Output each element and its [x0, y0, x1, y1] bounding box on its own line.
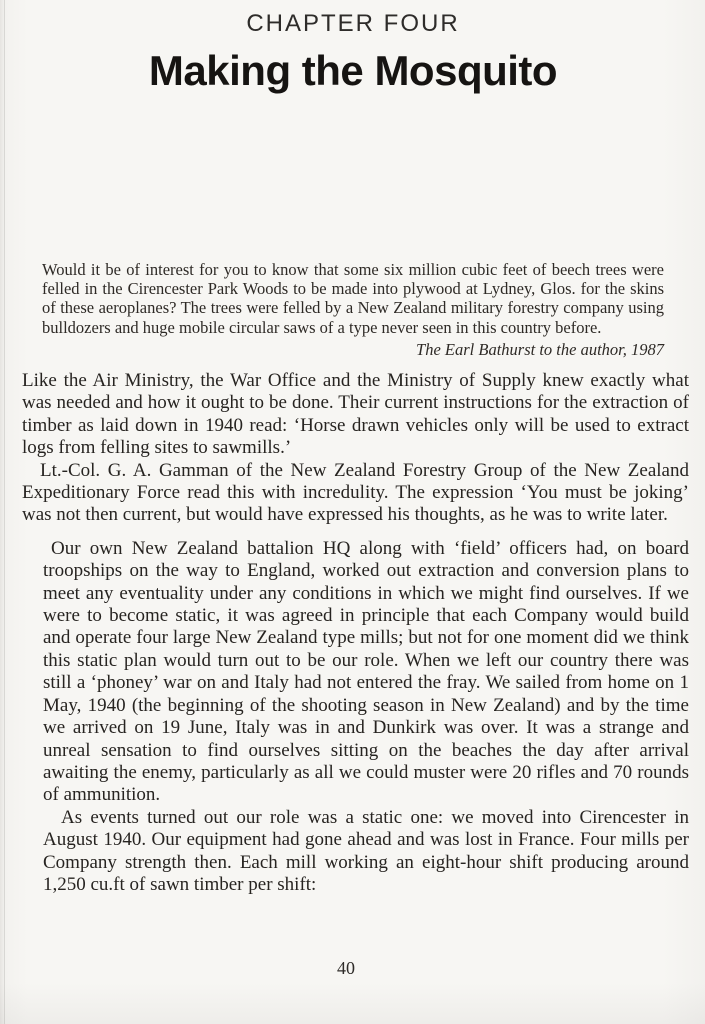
- chapter-title: Making the Mosquito: [148, 47, 558, 94]
- scan-edge-artifact: [4, 0, 5, 1024]
- paragraph-4: As events turned out our role was a static one: we moved into Cirencester in August 1940. Our equipment had gone ahead and was lost in France. Four mills per Company strength then. Each mill working an eight-hour shift producing around 1,250 cu.ft of sawn timber per shift:: [43, 806, 689, 895]
- paragraph-3: Our own New Zealand battalion HQ along with ‘field’ officers had, on board troopships on the way to England, worked out extraction and conversion plans to meet any eventuality under any conditions in which we might find ourselves. If we were to become static, it was agreed in principle that each Company would build and operate four large New Zealand type mills; but not for one moment did we think this static plan would turn out to be our role. When we left our country there was still a ‘phoney’ war on and Italy had not entered the fray. We sailed from home on 1 May, 1940 (the beginning of the shooting season in New Zealand) and by the time we arrived on 19 June, Italy was in and Dunkirk was over. It was a strange and unreal sensation to find ourselves sitting on the beaches the day after arrival awaiting the enemy, particularly as all we could muster were 20 rifles and 70 rounds of ammunition.: [43, 537, 689, 806]
- body-text: [22, 370, 689, 896]
- epigraph-text: Would it be of interest for you to know that some six million cubic feet of beech trees were felled in the Cirencester Park Woods to be made into plywood at Lydney, Glos. for the skins of these aeroplanes? The trees were felled by a New Zealand military forestry company using bulldozers and huge mobile circular saws of a type never seen in this country before.: [42, 260, 664, 337]
- paragraph-1: Like the Air Ministry, the War Office and the Ministry of Supply knew exactly what was needed and how it ought to be done. Their current instructions for the extraction of timber as laid down in 1940 read: ‘Horse drawn vehicles only will be used to extract logs from felling sites to sawmills.’: [22, 370, 689, 459]
- indented-memoir-block: [43, 538, 689, 897]
- epigraph-block: [42, 260, 664, 359]
- page-number: 40: [337, 958, 355, 978]
- paragraph-2: Lt.-Col. G. A. Gamman of the New Zealand Forestry Group of the New Zealand Expeditionary Force read this with incredulity. The expression ‘You must be joking’ was not then current, but would have expressed his thoughts, as he was to write later.: [22, 459, 689, 526]
- chapter-label: CHAPTER FOUR: [246, 10, 460, 37]
- epigraph-attribution: The Earl Bathurst to the author, 1987: [416, 339, 664, 359]
- chapter-header: [18, 10, 688, 95]
